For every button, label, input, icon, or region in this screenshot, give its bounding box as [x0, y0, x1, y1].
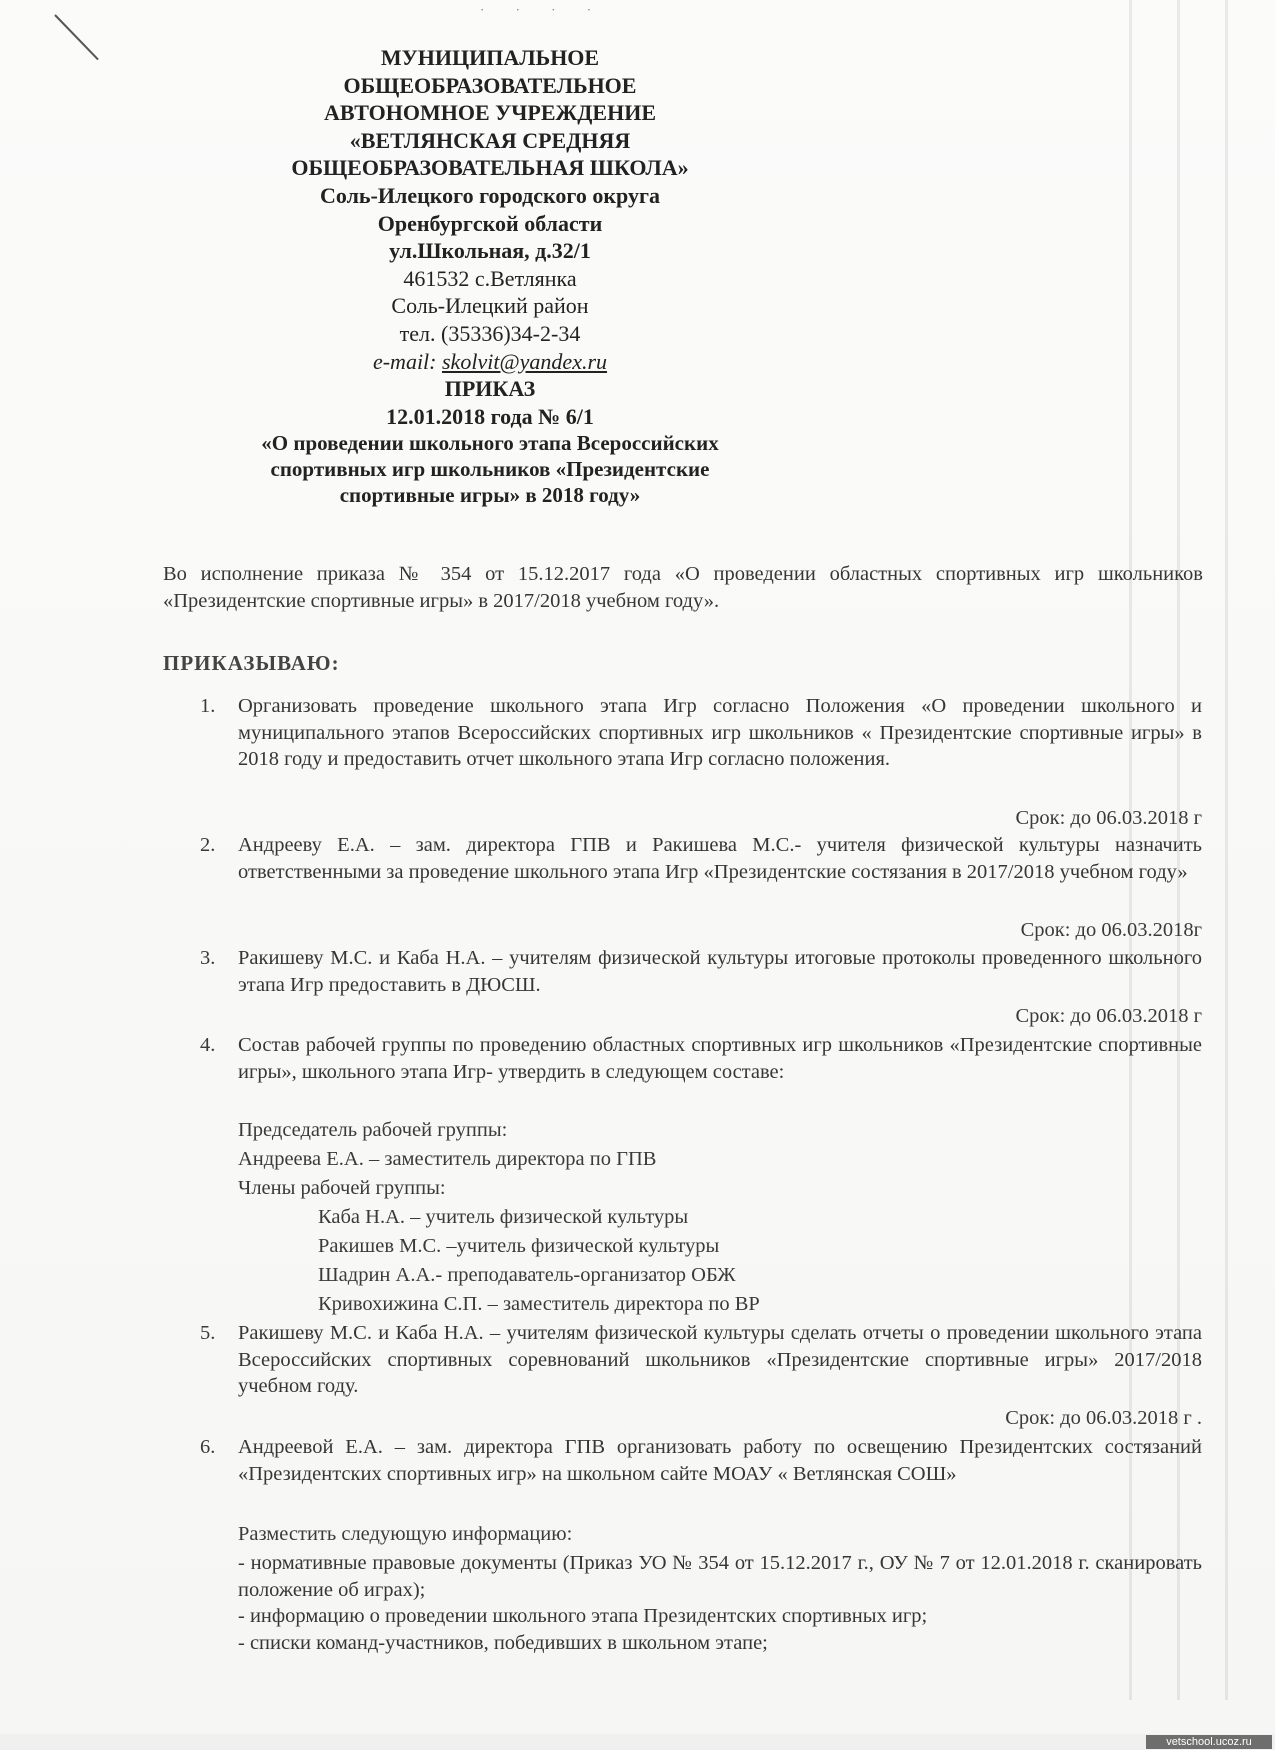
item-4-number: 4.: [200, 1034, 216, 1056]
item-2-text: Андрееву Е.А. – зам. директора ГПВ и Ракишева М.С.- учителя физической культуры назначить ответственными за проведение школьного этапа Игр «Президентские состязания в 2017/2018 учебном году»: [238, 834, 1202, 883]
document-header: [160, 44, 820, 508]
region-line: Оренбургской области: [377, 210, 603, 236]
org-line-4: «ВЕТЛЯНСКАЯ СРЕДНЯЯ: [349, 127, 631, 153]
email-line: [160, 348, 820, 376]
item-5-text: Ракишеву М.С. и Каба Н.А. – учителям физической культуры сделать отчеты о проведении школьного этапа Всероссийских спортивных соревнований школьников «Президентские спортивные игры» 2017/2018 учебном году.: [238, 1322, 1202, 1397]
member-3: Шадрин А.А.- преподаватель-организатор ОБЖ: [318, 1264, 736, 1286]
email-link[interactable]: skolvit@yandex.ru: [442, 348, 608, 374]
item-4-members-label: Члены рабочей группы:: [238, 1177, 446, 1199]
item-4-chair: Андреева Е.А. – заместитель директора по ГПВ: [238, 1148, 657, 1170]
postcode-line: 461532 с.Ветлянка: [403, 265, 577, 291]
item-1-deadline: Срок: до 06.03.2018 г: [1015, 807, 1202, 829]
org-line-2: ОБЩЕОБРАЗОВАТЕЛЬНОЕ: [343, 72, 637, 98]
item-2-deadline: Срок: до 06.03.2018г: [1020, 919, 1202, 941]
item-6-info-list: [238, 1550, 1202, 1656]
item-6-number: 6.: [200, 1436, 216, 1458]
scan-bottom-edge: [0, 1734, 1275, 1750]
scan-pen-stroke: [54, 14, 99, 60]
item-5-number: 5.: [200, 1322, 216, 1344]
topic-line-2: спортивных игр школьников «Президентские: [270, 457, 710, 482]
item-5-deadline: Срок: до 06.03.2018 г .: [1005, 1407, 1202, 1429]
order-word: ПРИКАЗЫВАЮ:: [163, 651, 340, 675]
item-3-deadline: Срок: до 06.03.2018 г: [1015, 1005, 1202, 1027]
topic-line-1: «О проведении школьного этапа Всероссийских: [261, 431, 719, 456]
info-item-3: - списки команд-участников, победивших в школьном этапе;: [238, 1631, 768, 1654]
area-line: Соль-Илецкий район: [391, 293, 589, 319]
doc-date-number: 12.01.2018 года № 6/1: [386, 403, 594, 429]
item-4-text: Состав рабочей группы по проведению областных спортивных игр школьников «Президентские спортивные игры», школьного этапа Игр- утвердить в следующем составе:: [238, 1034, 1202, 1083]
item-3-text: Ракишеву М.С. и Каба Н.А. – учителям физической культуры итоговые протоколы проведенного школьного этапа Игр предоставить в ДЮСШ.: [238, 947, 1202, 996]
preamble: Во исполнение приказа № 354 от 15.12.2017 года «О проведении областных спортивных игр школьников «Президентские спортивные игры» в 2017/2018 учебном году».: [163, 563, 1203, 612]
member-2: Ракишев М.С. –учитель физической культуры: [318, 1235, 720, 1257]
org-line-3: АВТОНОМНОЕ УЧРЕЖДЕНИЕ: [323, 100, 657, 126]
member-1: Каба Н.А. – учитель физической культуры: [318, 1206, 689, 1228]
item-2-number: 2.: [200, 834, 216, 856]
org-line-5: ОБЩЕОБРАЗОВАТЕЛЬНАЯ ШКОЛА»: [291, 155, 689, 181]
item-3-number: 3.: [200, 947, 216, 969]
email-label: e-mail:: [372, 348, 437, 374]
org-line-1: МУНИЦИПАЛЬНОЕ: [380, 45, 600, 70]
district-line: Соль-Илецкого городского округа: [319, 182, 660, 208]
topic-line-3: спортивные игры» в 2018 году»: [339, 483, 641, 508]
info-item-1: - нормативные правовые документы (Приказ УО № 354 от 15.12.2017 г., ОУ № 7 от 12.01.2018 г. сканировать положение об играх);: [238, 1552, 1202, 1601]
scan-noise: · · · ·: [480, 2, 606, 17]
doc-type: ПРИКАЗ: [444, 376, 536, 402]
site-watermark: vetschool.ucoz.ru: [1146, 1735, 1272, 1749]
info-item-2: - информацию о проведении школьного этапа Президентских спортивных игр;: [238, 1605, 928, 1627]
item-6-info-label: Разместить следующую информацию:: [238, 1523, 573, 1545]
item-6-text: Андреевой Е.А. – зам. директора ГПВ организовать работу по освещению Президентских состязаний «Президентских спортивных игр» на школьном сайте МОАУ « Ветлянская СОШ»: [238, 1436, 1202, 1485]
item-4-chair-label: Председатель рабочей группы:: [238, 1119, 508, 1141]
member-4: Кривохижина С.П. – заместитель директора по ВР: [318, 1293, 760, 1315]
street-line: ул.Школьная, д.32/1: [389, 238, 591, 264]
item-1-text: Организовать проведение школьного этапа Игр согласно Положения «О проведении школьного и муниципального этапов Всероссийских спортивных игр школьников « Президентские спортивные игры» в 2018 году и предоставить отчет школьного этапа Игр согласно положения.: [238, 695, 1202, 770]
phone-line: тел. (35336)34-2-34: [399, 320, 581, 346]
item-1-number: 1.: [200, 695, 216, 717]
